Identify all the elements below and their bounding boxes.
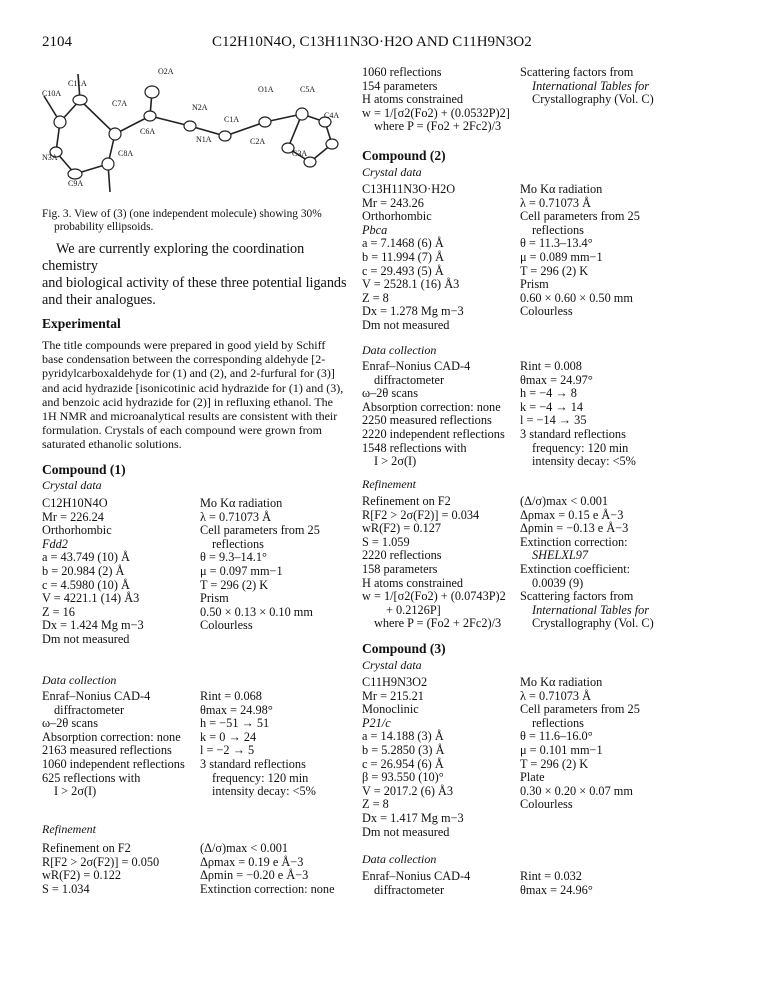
- compound3-heading: Compound (3): [362, 641, 446, 656]
- atom-label: C9A: [68, 179, 84, 188]
- atom-label: C3A: [292, 149, 308, 158]
- compound1-crystal-data-left: C12H10N4O Mr = 226.24 Orthorhombic Fdd2 a = 43.749 (10) Å b = 20.984 (2) Å c = 4.5980 (10) Å V = 4221.1 (14) Å3 Z = 16 Dx = 1.424 Mg m−3 Dm not measured: [42, 496, 144, 646]
- atom-label: N1A: [196, 135, 212, 144]
- compound1-data-collection-left: Enraf–Nonius CAD-4 diffractometer ω–2θ scans Absorption correction: none 2163 measured reflections 1060 independent reflections 625 reflections with I > 2σ(I): [42, 689, 185, 799]
- atom-label: N2A: [192, 103, 208, 112]
- compound1-refinement-heading: Refinement: [42, 822, 96, 836]
- atom-label: C10A: [42, 89, 62, 98]
- atom-label: C6A: [140, 127, 156, 136]
- compound2-data-collection-left: Enraf–Nonius CAD-4 diffractometer ω–2θ scans Absorption correction: none 2250 measured reflections 2220 independent reflections 1548 reflections with I > 2σ(I): [362, 359, 505, 469]
- atom-label: N3A: [42, 153, 58, 162]
- compound2-refinement-heading: Refinement: [362, 477, 416, 491]
- atom-label: C11A: [68, 79, 87, 88]
- col2-top-left: 1060 reflections 154 parameters H atoms constrained w = 1/[σ2(Fo2) + (0.0532P)2] where P = (Fo2 + 2Fc2)/3: [362, 65, 510, 134]
- compound1-refinement-left: Refinement on F2 R[F2 > 2σ(F2)] = 0.050 wR(F2) = 0.122 S = 1.034: [42, 841, 160, 896]
- compound3-crystal-data-heading: Crystal data: [362, 658, 422, 672]
- atom-label: C7A: [112, 99, 128, 108]
- atom-label: O2A: [158, 67, 174, 76]
- compound3-crystal-data-left: C11H9N3O2 Mr = 215.21 Monoclinic P21/c a = 14.188 (3) Å b = 5.2850 (3) Å c = 26.954 (6) Å β = 93.550 (10)° V = 2017.2 (6) Å3 Z = 8 Dx = 1.417 Mg m−3 Dm not measured: [362, 675, 464, 839]
- running-title: C12H10N4O, C13H11N3O·H2O AND C11H9N3O2: [212, 34, 532, 50]
- compound3-crystal-data-right: Mo Kα radiation λ = 0.71073 Å Cell parameters from 25 reflections θ = 11.6–16.0° μ = 0.101 mm−1 T = 296 (2) K Plate 0.30 × 0.20 × 0.07 mm Colourless: [520, 675, 640, 812]
- compound2-heading: Compound (2): [362, 148, 446, 163]
- atom-label: C1A: [224, 115, 240, 124]
- compound1-crystal-data-heading: Crystal data: [42, 478, 102, 492]
- compound3-data-collection-heading: Data collection: [362, 852, 437, 866]
- compound2-refinement-left: Refinement on F2 R[F2 > 2σ(F2)] = 0.034 wR(F2) = 0.127 S = 1.059 2220 reflections 158 parameters H atoms constrained w = 1/[σ2(Fo2) + (0.0743P)2 + 0.2126P] where P = (Fo2 + 2Fc2)/3: [362, 494, 506, 631]
- compound2-refinement-right: (Δ/σ)max < 0.001 Δρmax = 0.15 e Å−3 Δρmin = −0.13 e Å−3 Extinction correction: SHELXL97 Extinction coefficient: 0.0039 (9) Scattering factors from International Tables for Crystallography (Vol. C): [520, 494, 654, 631]
- figure-caption: Fig. 3. View of (3) (one independent molecule) showing 30% probability ellipsoids.: [42, 208, 322, 233]
- atom-label: C5A: [300, 85, 316, 94]
- compound3-data-collection-left: Enraf–Nonius CAD-4 diffractometer: [362, 869, 471, 897]
- col2-top-right: Scattering factors from International Tables for Crystallography (Vol. C): [520, 65, 654, 107]
- compound1-data-collection-right: Rint = 0.068 θmax = 24.98° h = −51 → 51 k = 0 → 24 l = −2 → 5 3 standard reflections frequency: 120 min intensity decay: <5%: [200, 689, 316, 799]
- atom-label: O1A: [258, 85, 274, 94]
- intro-paragraph: We are currently exploring the coordination chemistry and biological activity of these three potential ligands and their analogues.: [42, 241, 347, 308]
- atom-label: C8A: [118, 149, 134, 158]
- compound1-crystal-data-right: Mo Kα radiation λ = 0.71073 Å Cell parameters from 25 reflections θ = 9.3–14.1° μ = 0.097 mm−1 T = 296 (2) K Prism 0.50 × 0.13 × 0.10 mm Colourless: [200, 496, 320, 633]
- compound1-heading: Compound (1): [42, 462, 126, 477]
- compound3-data-collection-right: Rint = 0.032 θmax = 24.96°: [520, 869, 593, 897]
- compound2-crystal-data-right: Mo Kα radiation λ = 0.71073 Å Cell parameters from 25 reflections θ = 11.3–13.4° μ = 0.089 mm−1 T = 296 (2) K Prism 0.60 × 0.60 × 0.50 mm Colourless: [520, 182, 640, 319]
- atom-label: C2A: [250, 137, 266, 146]
- compound2-crystal-data-left: C13H11N3O·H2O Mr = 243.26 Orthorhombic Pbca a = 7.1468 (6) Å b = 11.994 (7) Å c = 29.493 (5) Å V = 2528.1 (16) Å3 Z = 8 Dx = 1.278 Mg m−3 Dm not measured: [362, 182, 464, 332]
- experimental-paragraph: The title compounds were prepared in good yield by Schiff base condensation between the corresponding aldehyde [2- pyridylcarboxaldehyde for (1) and (2), and 2-furfural for (3)] and acid hydrazide [isonicotinic acid hydrazide for (1) and (3), and benzoic acid hydrazide for (2)] in refluxing ethanol. The 1H NMR and microanalytical results are consistent with their formulation. Crystals of each compound were grown from saturated ethanolic solutions.: [42, 338, 344, 452]
- compound2-data-collection-right: Rint = 0.008 θmax = 24.97° h = −4 → 8 k = −4 → 14 l = −14 → 35 3 standard reflections frequency: 120 min intensity decay: <5%: [520, 359, 636, 469]
- molecule-figure: [40, 64, 350, 214]
- compound1-refinement-right: (Δ/σ)max < 0.001 Δρmax = 0.19 e Å−3 Δρmin = −0.20 e Å−3 Extinction correction: none: [200, 841, 335, 896]
- compound2-crystal-data-heading: Crystal data: [362, 165, 422, 179]
- page-number: 2104: [42, 34, 72, 50]
- compound1-data-collection-heading: Data collection: [42, 673, 117, 687]
- experimental-heading: Experimental: [42, 316, 121, 331]
- atom-label: C4A: [324, 111, 340, 120]
- compound2-data-collection-heading: Data collection: [362, 343, 437, 357]
